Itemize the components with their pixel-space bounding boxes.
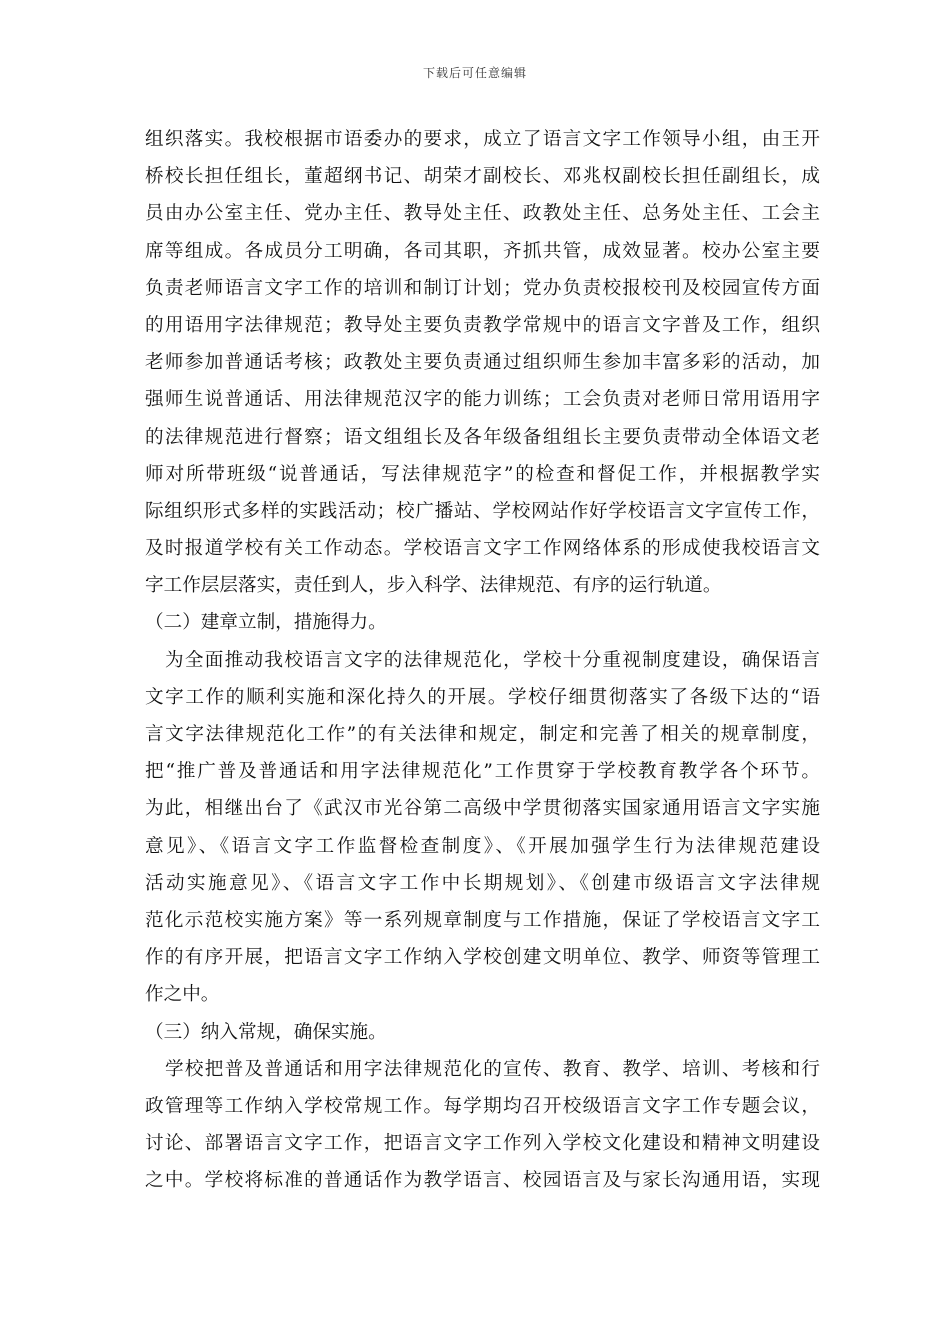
text-line: 字工作层层落实，责任到人，步入科学、法律规范、有序的运行轨道。 [145,575,722,597]
document-body [145,121,820,1199]
text-line: 讨论、部署语言文字工作，把语言文字工作列入学校文化建设和精神文明建设 [145,1133,820,1155]
text-line: 际组织形式多样的实践活动；校广播站、学校网站作好学校语言文字宣传工作， [145,500,820,522]
paragraph-first-line: 学校把普及普通话和用字法律规范化的宣传、教育、教学、培训、考核和行 [165,1058,820,1080]
text-line: 员由办公室主任、党办主任、教导处主任、政教处主任、总务处主任、工会主 [145,203,820,225]
text-line: 及时报道学校有关工作动态。学校语言文字工作网络体系的形成使我校语言文 [145,538,820,560]
text-line: 老师参加普通话考核；政教处主要负责通过组织师生参加丰富多彩的活动，加 [145,352,820,374]
text-line: 强师生说普通话、用法律规范汉字的能力训练；工会负责对老师日常用语用字 [145,389,820,411]
text-line: 桥校长担任组长，董超纲书记、胡荣才副校长、邓兆权副校长担任副组长，成 [145,166,820,188]
text-line: 文字工作的顺利实施和深化持久的开展。学校仔细贯彻落实了各级下达的“语 [145,686,820,708]
text-line: 活动实施意见》、《语言文字工作中长期规划》、《创建市级语言文字法律规 [145,872,820,894]
text-line: 的用语用字法律规范；教导处主要负责教学常规中的语言文字普及工作，组织 [145,314,820,336]
text-line: 作之中。 [145,984,220,1006]
text-line: 为此，相继出台了《武汉市光谷第二高级中学贯彻落实国家通用语言文字实施 [145,798,820,820]
text-line: 负责老师语言文字工作的培训和制订计划；党办负责校报校刊及校园宣传方面 [145,277,820,299]
text-line: 之中。学校将标准的普通话作为教学语言、校园语言及与家长沟通用语，实现 [145,1170,820,1192]
text-line: 组织落实。我校根据市语委办的要求，成立了语言文字工作领导小组，由王开 [145,129,820,150]
text-line: 师对所带班级“说普通话，写法律规范字”的检查和督促工作，并根据教学实 [145,463,820,485]
text-line: 言文字法律规范化工作”的有关法律和规定，制定和完善了相关的规章制度， [145,724,820,745]
text-line: 席等组成。各成员分工明确，各司其职，齐抓共管，成效显著。校办公室主要 [145,240,820,262]
paragraph-first-line: 为全面推动我校语言文字的法律规范化，学校十分重视制度建设，确保语言 [165,649,820,671]
section-heading: （二）建章立制，措施得力。 [145,612,387,634]
text-line: 意见》、《语言文字工作监督检查制度》、《开展加强学生行为法律规范建设 [145,835,820,857]
text-line: 政管理等工作纳入学校常规工作。每学期均召开校级语言文字工作专题会议， [145,1095,820,1117]
text-line: 范化示范校实施方案》等一系列规章制度与工作措施，保证了学校语言文字工 [145,909,820,931]
text-line: 作的有序开展，把语言文字工作纳入学校创建文明单位、教学、师资等管理工 [145,947,820,969]
text-line: 的法律规范进行督察；语文组组长及各年级备组组长主要负责带动全体语文老 [145,426,820,448]
text-line: 把“推广普及普通话和用字法律规范化”工作贯穿于学校教育教学各个环节。 [145,761,820,783]
page-header: 下载后可任意编辑 [422,66,527,80]
section-heading: （三）纳入常规，确保实施。 [145,1021,387,1043]
